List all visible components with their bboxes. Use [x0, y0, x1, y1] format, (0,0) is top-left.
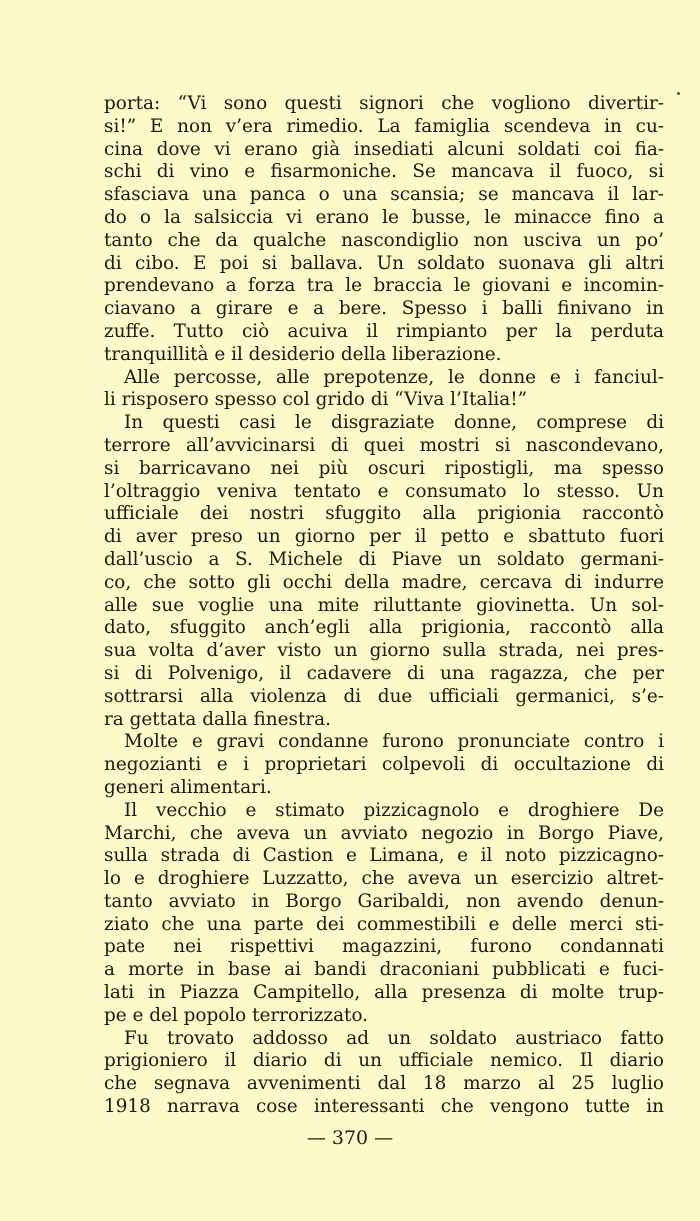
text-line: ra gettata dalla finestra. — [104, 708, 331, 730]
page-number: — 370 — — [306, 1127, 394, 1149]
text-line: terrore all’avvicinarsi di quei mostri si nascondevano, — [104, 434, 664, 456]
text-line: ziato che una parte dei commestibili e delle merci sti- — [104, 913, 664, 935]
text-line: porta: “Vi sono questi signori che vogliono divertir- — [104, 93, 664, 114]
text-line: sfasciava una panca o una scansia; se mancava il lar- — [104, 184, 664, 206]
text-line: a morte in base ai bandi draconiani pubblicati e fuci- — [104, 959, 664, 981]
text-line: Il vecchio e stimato pizzicagnolo e droghiere De — [124, 799, 664, 821]
text-line: negozianti e i proprietari colpevoli di occultazione di — [104, 754, 664, 776]
text-line: di aver preso un giorno per il petto e sbattuto fuori — [104, 526, 664, 548]
text-line: Alle percosse, alle prepotenze, le donne e i fanciul- — [124, 366, 664, 388]
text-line: Fu trovato addosso ad un soldato austriaco fatto — [124, 1027, 664, 1049]
text-line: di cibo. E poi si ballava. Un soldato suonava gli altri — [104, 252, 664, 274]
text-line: alle sue voglie una mite riluttante giovinetta. Un sol- — [104, 594, 664, 616]
text-line: 1918 narrava cose interessanti che vengono tutte in — [104, 1096, 664, 1118]
text-line: si!” E non v’era rimedio. La famiglia scendeva in cu- — [104, 115, 664, 137]
text-line: tanto avviato in Borgo Garibaldi, non avendo denun- — [104, 890, 664, 912]
text-line: prendevano a forza tra le braccia le giovani e incomin- — [104, 275, 664, 297]
text-line: sua volta d’aver visto un giorno sulla strada, nei pres- — [104, 640, 664, 662]
text-line: do o la salsiccia vi erano le busse, le minacce fino a — [104, 206, 664, 228]
margin-speck — [677, 92, 680, 95]
text-line: generi alimentari. — [104, 776, 272, 798]
text-line: dall’uscio a S. Michele di Piave un soldato germani- — [104, 548, 664, 570]
text-line: lati in Piazza Campitello, alla presenza di molte trup- — [104, 982, 664, 1004]
text-line: cina dove vi erano già insediati alcuni soldati coi fia- — [104, 138, 664, 160]
text-line: Molte e gravi condanne furono pronunciate contro i — [124, 731, 664, 753]
text-line: Marchi, che aveva un avviato negozio in Borgo Piave, — [104, 822, 664, 844]
text-line: si barricavano nei più oscuri ripostigli, ma spesso — [104, 457, 664, 479]
text-line: prigioniero il diario di un ufficiale nemico. Il diario — [104, 1050, 664, 1072]
text-line: co, che sotto gli occhi della madre, cercava di indurre — [104, 571, 664, 593]
text-line: lo e droghiere Luzzatto, che aveva un esercizio altret- — [104, 868, 664, 890]
text-line: li risposero spesso col grido di “Viva l’Italia!” — [104, 389, 528, 411]
text-line: pate nei rispettivi magazzini, furono condannati — [104, 936, 664, 958]
text-line: zuffe. Tutto ciò acuiva il rimpianto per la perduta — [104, 320, 664, 342]
text-line: che segnava avvenimenti dal 18 marzo al 25 luglio — [104, 1073, 664, 1095]
text-line: si di Polvenigo, il cadavere di una ragazza, che per — [104, 662, 664, 684]
text-line: pe e del popolo terrorizzato. — [104, 1004, 369, 1026]
text-line: schi di vino e fisarmoniche. Se mancava il fuoco, si — [104, 161, 664, 183]
text-line: l’oltraggio veniva tentato e consumato lo stesso. Un — [104, 480, 664, 502]
text-line: ciavano a girare e a bere. Spesso i balli finivano in — [104, 298, 664, 320]
text-line: tranquillità e il desiderio della liberazione. — [104, 343, 502, 365]
text-line: ufficiale dei nostri sfuggito alla prigionia raccontò — [104, 503, 664, 525]
text-line: In questi casi le disgraziate donne, comprese di — [124, 412, 664, 434]
text-line: sottrarsi alla violenza di due ufficiali germanici, s’e- — [104, 685, 664, 707]
text-line: sulla strada di Castion e Limana, e il noto pizzicagno- — [104, 845, 664, 867]
text-line: tanto che da qualche nascondiglio non usciva un po’ — [104, 229, 664, 251]
body-text — [104, 93, 664, 1119]
text-line: dato, sfuggito anch’egli alla prigionia, raccontò alla — [104, 617, 664, 639]
